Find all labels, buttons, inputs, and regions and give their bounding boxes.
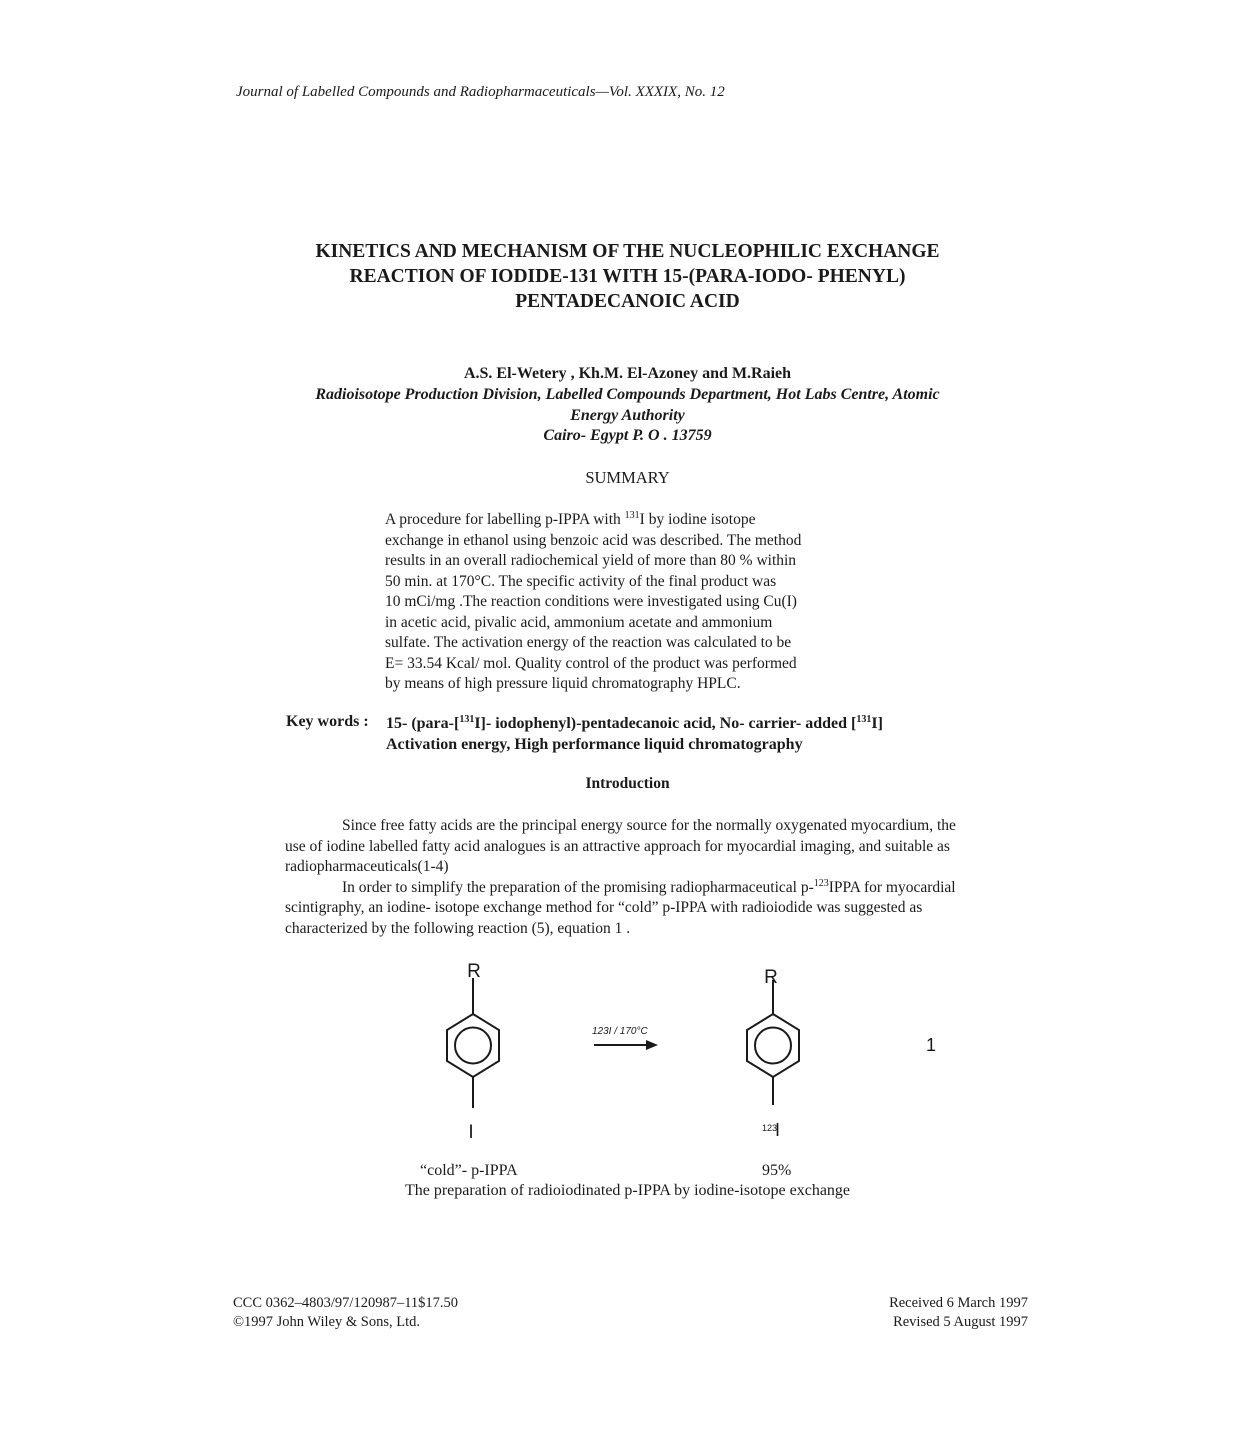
- affiliation-line-3: Cairo- Egypt P. O . 13759: [543, 427, 712, 444]
- reaction-arrow: [594, 1040, 658, 1050]
- reactant-aromatic-circle: [455, 1028, 491, 1064]
- intro-p2-part: In order to simplify the preparation of the promising radiopharmaceutical p-: [342, 878, 814, 896]
- title-line-2: REACTION OF IODIDE-131 WITH 15-(PARA-IODO- PHENYL): [349, 266, 906, 287]
- reactant-caption: “cold”- p-IPPA: [420, 1162, 518, 1179]
- equation-number: 1: [925, 1035, 937, 1055]
- summary-line: E= 33.54 Kcal/ mol. Quality control of the product was performed: [385, 654, 797, 672]
- affiliation: [250, 385, 1005, 447]
- keywords-line-1: [386, 713, 883, 734]
- product-structure: [747, 980, 799, 1105]
- introduction-body: [285, 816, 967, 939]
- intro-paragraph-2: [285, 878, 967, 940]
- summary-line-1b: I by iodine isotope: [639, 511, 756, 528]
- ccc-code: CCC 0362–4803/97/120987–11$17.50: [233, 1295, 459, 1311]
- keywords-line-2: Activation energy, High performance liquid chromatography: [386, 736, 803, 753]
- authors: A.S. El-Wetery , Kh.M. El-Azoney and M.Raieh: [463, 365, 792, 382]
- kw-part: I]- iodophenyl)-pentadecanoic acid, No- carrier- added [: [474, 715, 857, 732]
- affiliation-line-1: Radioisotope Production Division, Labelled Compounds Department, Hot Labs Centre, Atomic: [315, 386, 940, 403]
- summary-line: 10 mCi/mg .The reaction conditions were investigated using Cu(I): [385, 593, 797, 610]
- affiliation-line-2: Energy Authority: [570, 406, 685, 424]
- intro-sup: 123: [813, 877, 829, 889]
- title-line-1: KINETICS AND MECHANISM OF THE NUCLEOPHILIC EXCHANGE: [315, 241, 940, 262]
- keywords-text: [386, 713, 883, 755]
- title-line-3: PENTADECANOIC ACID: [515, 291, 740, 312]
- summary-line: results in an overall radiochemical yield of more than 80 % within: [385, 552, 797, 569]
- summary-line: 50 min. at 170°C. The specific activity of the final product was: [385, 572, 777, 590]
- summary-sup: 131: [624, 510, 640, 521]
- summary-line: sulfate. The activation energy of the reaction was calculated to be: [385, 634, 792, 651]
- keywords-label: Key words :: [286, 713, 369, 730]
- copyright: ©1997 John Wiley & Sons, Ltd.: [233, 1313, 420, 1330]
- product-iodine-label: I: [775, 1120, 781, 1140]
- reactant-structure: [447, 978, 499, 1108]
- received-date: Received 6 March 1997: [889, 1295, 1028, 1311]
- kw-part: 15- (para-[: [386, 715, 460, 732]
- product-iodine-mass: 123: [762, 1123, 778, 1133]
- summary-line: in acetic acid, pivalic acid, ammonium acetate and ammonium: [385, 613, 773, 631]
- article-title: [250, 239, 1005, 314]
- revised-date: Revised 5 August 1997: [893, 1313, 1028, 1330]
- summary-body: [385, 510, 855, 695]
- summary-line: by means of high pressure liquid chromatography HPLC.: [385, 675, 741, 692]
- scheme-caption: The preparation of radioiodinated p-IPPA by iodine-isotope exchange: [404, 1182, 851, 1199]
- reaction-scheme: [0, 950, 1240, 1140]
- footer-left: [233, 1294, 458, 1331]
- reactant-r-label: R: [467, 961, 481, 982]
- product-aromatic-circle: [755, 1028, 791, 1064]
- product-yield: 95%: [762, 1162, 792, 1179]
- kw-sup: 131: [856, 714, 872, 725]
- reagent-label: 123I / 170°C: [592, 1026, 648, 1037]
- product-r-label: R: [764, 967, 778, 988]
- summary-line: exchange in ethanol using benzoic acid was described. The method: [385, 531, 802, 549]
- kw-sup: 131: [459, 714, 475, 725]
- intro-paragraph-1: Since free fatty acids are the principal energy source for the normally oxygenated myocardium, the use of iodine labelled fatty acid analogues is an attractive approach for myocardial imaging, and suitable as radiopharmaceuticals(1-4): [285, 817, 956, 875]
- summary-line-1a: A procedure for labelling p-IPPA with: [385, 511, 625, 528]
- introduction-heading: Introduction: [585, 775, 670, 792]
- summary-line: [385, 510, 855, 531]
- footer-right: [850, 1294, 1028, 1331]
- journal-header: Journal of Labelled Compounds and Radiopharmaceuticals—Vol. XXXIX, No. 12: [236, 84, 725, 100]
- reactant-iodine-label: I: [468, 1122, 474, 1140]
- summary-heading: SUMMARY: [585, 468, 670, 487]
- intro-p2-part: IPPA for myocardial scintigraphy, an iodine- isotope exchange method for “cold” p-IPPA with radioiodide was suggested as characterized by the following reaction (5), equation 1 .: [285, 878, 956, 937]
- kw-part: I]: [871, 715, 883, 732]
